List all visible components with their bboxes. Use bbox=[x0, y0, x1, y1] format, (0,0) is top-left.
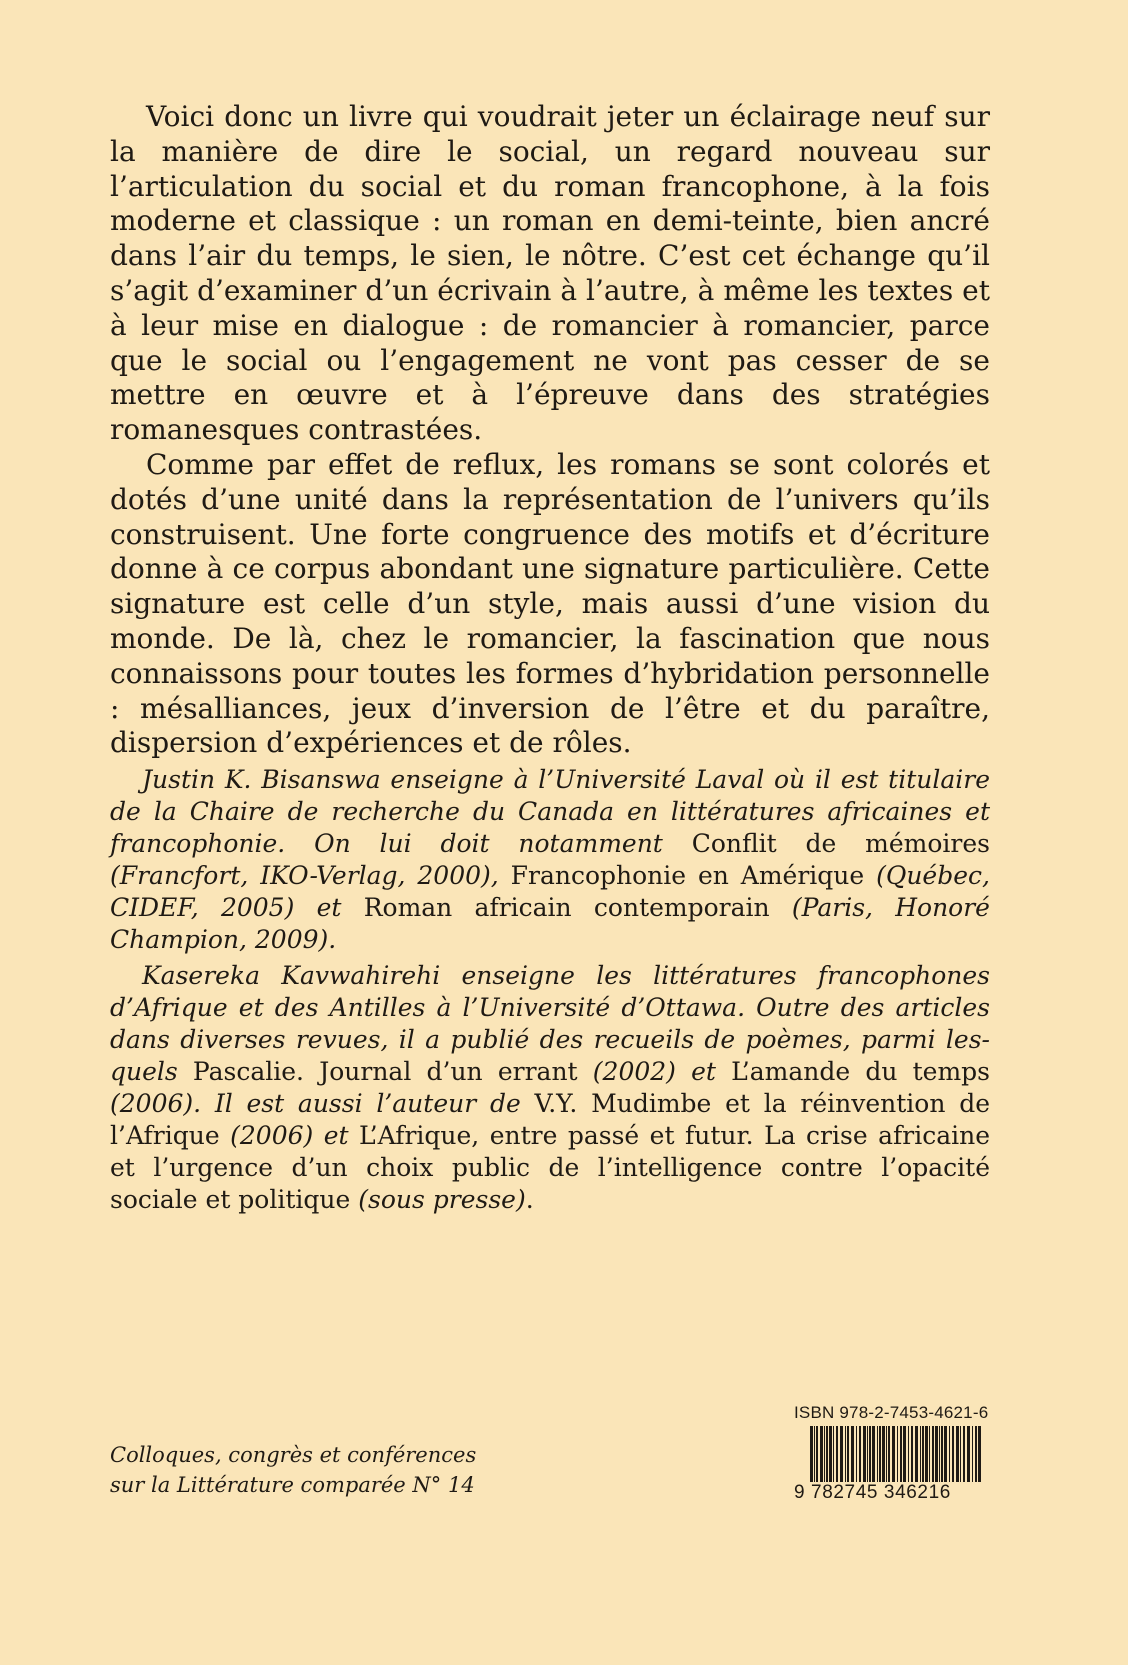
barcode-bar bbox=[920, 1426, 921, 1490]
barcode-bar bbox=[867, 1426, 868, 1490]
barcode-bar bbox=[975, 1426, 977, 1490]
barcode-bar bbox=[908, 1426, 909, 1490]
barcode-bar bbox=[829, 1426, 832, 1490]
barcode-bar bbox=[879, 1426, 881, 1490]
main-text bbox=[110, 100, 990, 761]
barcode-digits: 9 782745 346216 bbox=[794, 1482, 986, 1504]
barcode-bar bbox=[939, 1426, 940, 1490]
barcode-bar bbox=[922, 1426, 924, 1490]
barcode-bar bbox=[935, 1426, 938, 1490]
barcode-bar bbox=[941, 1426, 943, 1490]
barcode-bar bbox=[892, 1426, 895, 1490]
barcode-bar bbox=[810, 1426, 813, 1490]
barcode-bar bbox=[900, 1426, 902, 1490]
paragraph: Comme par effet de reflux, les romans se sont colorés et dotés d’une unité dans la représentation de l’univers qu’ils construisent. Une forte congruence des motifs et d’écriture donne à ce corpus abondant une signature particulière. Cette signature est celle d’un style, mais aussi d’une vision du monde. De là, chez le romancier, la fascination que nous connaissons pour toutes les formes d’hybridation personnelle : mésalliances, jeux d’inversion de l’être et du paraître, dispersion d’expériences et de rôles. bbox=[110, 447, 990, 760]
barcode-bar bbox=[888, 1426, 890, 1490]
barcode-bar bbox=[872, 1426, 875, 1490]
barcode-bar bbox=[929, 1426, 930, 1490]
barcode-bar bbox=[859, 1426, 861, 1490]
barcode-bar bbox=[911, 1426, 913, 1490]
barcode-bar bbox=[869, 1426, 871, 1490]
barcode-bar bbox=[836, 1426, 838, 1490]
author-bio-kavwahirehi: Kasereka Kavwahirehi enseigne les littératures francophones d’Afrique et des Antilles à l’Université d’Ottawa. Outre des articles dans diverses revues, il a publié des recueils de poèmes, parmi les-quels Pascalie. Journal d’un errant (2002) et L’amande du temps (2006). Il est aussi l’auteur de V.Y. Mudimbe et la réinvention de l’Afrique (2006) et L’Afrique, entre passé et futur. La crise africaine et l’urgence d’un choix public de l’intelligence contre l’opacité sociale et politique (sous presse). bbox=[110, 961, 990, 1214]
barcode-bar bbox=[820, 1426, 823, 1490]
barcode-bar bbox=[816, 1426, 818, 1490]
barcode-bar bbox=[932, 1426, 934, 1490]
author-bio-bisanswa: Justin K. Bisanswa enseigne à l’Université Laval où il est titulaire de la Chaire de recherche du Canada en littératures africaines et francophonie. On lui doit notamment Conflit de mémoires (Francfort, IKO-Verlag, 2000), Francophonie en Amérique (Québec, CIDEF, 2005) et Roman africain contemporain (Paris, Honoré Champion, 2009). bbox=[110, 765, 990, 954]
barcode-bar bbox=[882, 1426, 885, 1490]
barcode-bar bbox=[978, 1426, 981, 1490]
series-line: Colloques, congrès et conférences bbox=[110, 1443, 477, 1467]
barcode-bar bbox=[847, 1426, 849, 1490]
barcode-bar bbox=[972, 1426, 973, 1490]
isbn-barcode bbox=[794, 1403, 989, 1504]
barcode-bar bbox=[845, 1426, 846, 1490]
barcode-bar bbox=[814, 1426, 815, 1490]
barcode-bar bbox=[967, 1426, 970, 1490]
barcode-bar bbox=[960, 1426, 961, 1490]
barcode-bar bbox=[833, 1426, 834, 1490]
barcode-bar bbox=[949, 1426, 950, 1490]
barcode-bar bbox=[952, 1426, 954, 1490]
barcode-bar bbox=[856, 1426, 857, 1490]
barcode-bar bbox=[944, 1426, 947, 1490]
barcode-bar bbox=[863, 1426, 866, 1490]
barcode-bars bbox=[808, 1426, 984, 1490]
barcode-bar bbox=[851, 1426, 854, 1490]
series-line: sur la Littérature comparée N° 14 bbox=[110, 1473, 475, 1497]
author-bios bbox=[110, 764, 990, 1216]
barcode-bar bbox=[956, 1426, 959, 1490]
barcode-bar bbox=[925, 1426, 928, 1490]
barcode-bar bbox=[963, 1426, 965, 1490]
barcode-bar bbox=[840, 1426, 843, 1490]
isbn-label: ISBN 978-2-7453-4621-6 bbox=[794, 1403, 989, 1422]
barcode-bar bbox=[886, 1426, 887, 1490]
barcode-bar bbox=[903, 1426, 906, 1490]
barcode-bar bbox=[915, 1426, 918, 1490]
barcode-bar bbox=[824, 1426, 825, 1490]
barcode-bar bbox=[877, 1426, 878, 1490]
paragraph: Voici donc un livre qui voudrait jeter un éclairage neuf sur la manière de dire le social, un regard nouveau sur l’articulation du social et du roman francophone, à la fois moderne et classique : un roman en demi-teinte, bien ancré dans l’air du temps, le sien, le nôtre. C’est cet échange qu’il s’agit d’examiner d’un écrivain à l’autre, à même les textes et à leur mise en dialogue : de romancier à romancier, parce que le social ou l’engagement ne vont pas cesser de se mettre en œuvre et à l’épreuve dans des stratégies romanesques contrastées. bbox=[110, 100, 990, 447]
barcode-bar bbox=[826, 1426, 828, 1490]
barcode-bar bbox=[897, 1426, 898, 1490]
series-title bbox=[110, 1440, 476, 1500]
